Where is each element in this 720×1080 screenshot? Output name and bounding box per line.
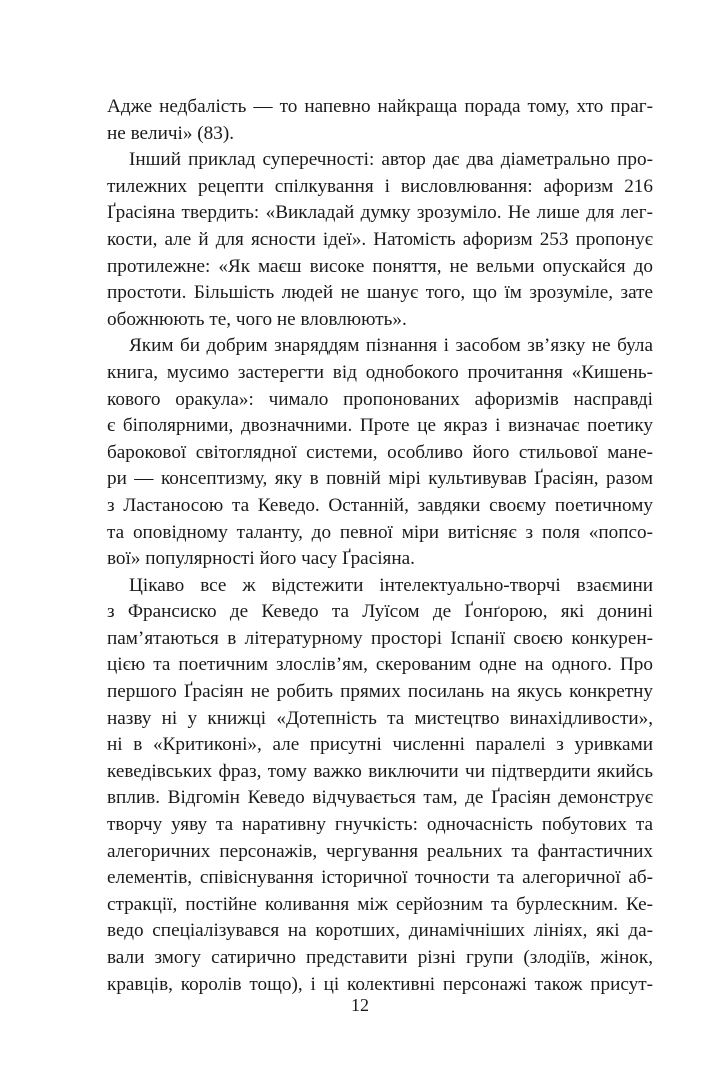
text-line: Цікаво все ж відстежити інтелектуально-творчі взаємини [129, 574, 653, 596]
text-line: кравців, королів тощо), і ці колективні персонажі також присут- [107, 973, 653, 995]
text-line: кости, але й для ясности ідеї». Натомість афоризм 253 пропонує [107, 228, 653, 250]
text-line: протилежне: «Як маєш високе поняття, не вельми опускайся до [107, 255, 653, 277]
text-line: Інший приклад суперечності: автор дає два діаметрально про- [129, 149, 653, 171]
text-line: ри — консептизму, яку в повній мірі культивував Ґрасіян, разом [107, 468, 653, 490]
text-line: творчу уяву та наративну гнучкість: одночасність побутових та [107, 814, 653, 836]
text-line: ні в «Критиконі», але присутні численні паралелі з уривками [107, 734, 653, 756]
text-line: книга, мусимо застерегти від однобокого прочитання «Кишень- [107, 361, 653, 383]
text-line: кового оракула»: чимало пропонованих афоризмів насправді [107, 388, 653, 410]
text-line: з Франсиско де Кеведо та Луїсом де Ґонґорою, які донині [107, 601, 653, 623]
text-line: першого Ґрасіян не робить прямих посилань на якусь конкретну [107, 681, 653, 703]
text-line: тилежних рецепти спілкування і висловлювання: афоризм 216 [107, 175, 653, 197]
text-line: алегоричних персонажів, чергування реальних та фантастичних [107, 840, 653, 862]
text-line: обожнюють те, чого не вловлюють». [107, 308, 407, 330]
text-line: стракції, постійне коливання між серйозним та бурлескним. Ке- [107, 893, 653, 915]
text-line: вали змогу сатирично представити різні групи (злодіїв, жінок, [107, 947, 653, 968]
text-line: Яким би добрим знаряддям пізнання і засобом зв’язку не була [129, 335, 653, 357]
text-line: з Ластаносою та Кеведо. Останній, завдяки своєму поетичному [107, 494, 653, 516]
text-line: кеведівських фраз, тому важко виключити чи підтвердити якийсь [107, 760, 653, 782]
text-line: та оповідному таланту, до певної міри витісняє з поля «попсо- [107, 521, 653, 543]
text-line: елементів, співіснування історичної точности та алегоричної аб- [107, 867, 653, 889]
text-line: є біполярними, двозначними. Проте це якраз і визначає поетику [107, 415, 653, 437]
body-text [107, 94, 653, 998]
text-line: простоти. Більшість людей не шанує того, що їм зрозуміле, зате [107, 282, 653, 304]
text-line: вплив. Відгомін Кеведо відчувається там, де Ґрасіян демонструє [107, 787, 653, 809]
text-line: не величі» (83). [107, 122, 235, 144]
page-number: 12 [351, 995, 369, 1015]
text-line: цією та поетичним злослів’ям, скерованим одне на одного. Про [107, 654, 653, 676]
text-line: барокової світоглядної системи, особливо його стильової мане- [107, 441, 653, 463]
text-line: вої» популярності його часу Ґрасіяна. [107, 548, 415, 570]
text-line: назву ні у книжці «Дотепність та мистецтво винахідливости», [107, 707, 653, 729]
text-line: Ґрасіяна твердить: «Викладай думку зрозуміло. Не лише для лег- [107, 202, 653, 224]
text-line: Адже недбалість — то напевно найкраща порада тому, хто праг- [107, 96, 653, 117]
text-line: ведо спеціалізувався на коротших, динамічніших лініях, які да- [107, 920, 653, 942]
text-line: пам’ятаються в літературному просторі Іспанії своєю конкурен- [107, 627, 653, 649]
